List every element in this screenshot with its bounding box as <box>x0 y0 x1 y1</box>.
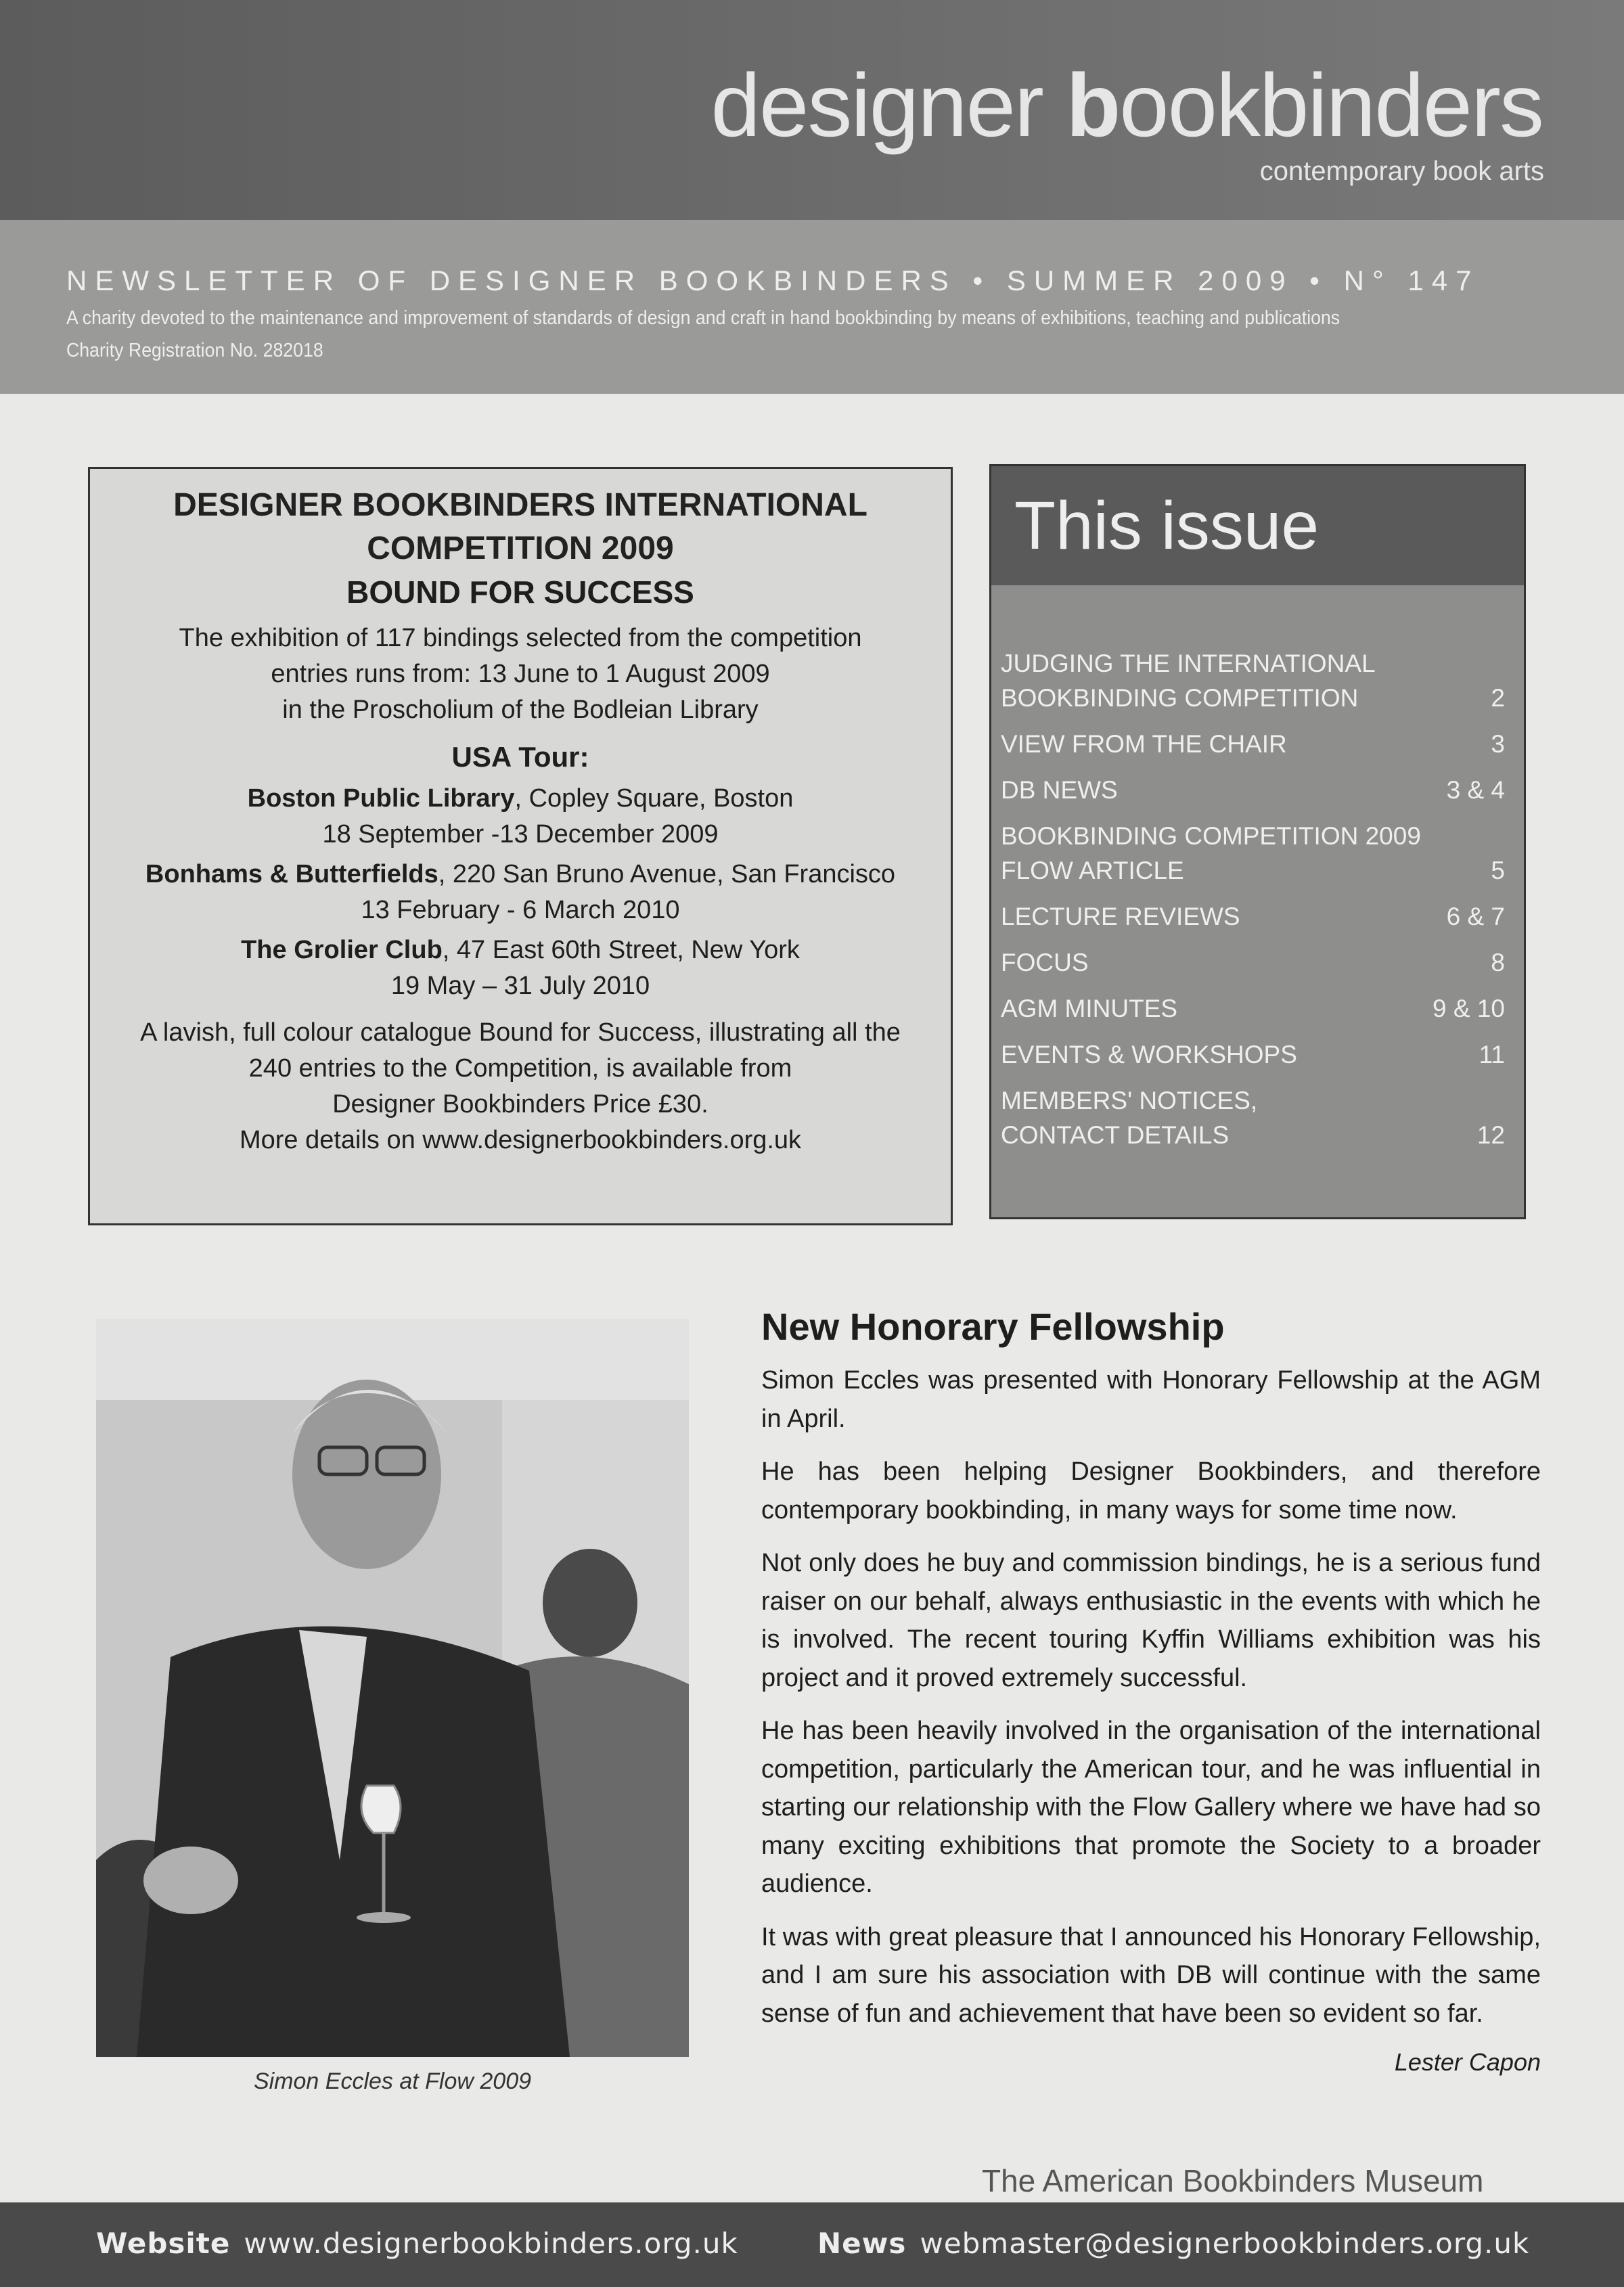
brand-logo: designer bookbinders <box>710 55 1543 155</box>
catalogue-info: A lavish, full colour catalogue Bound for Success, illustrating all the 240 entries to the Competition, is available from Designer Bookbinders Price £30. More details on www.designerbookbinders.org.uk <box>140 1018 901 1154</box>
contents-item-page: 3 <box>1491 730 1505 758</box>
exhibition-intro: The exhibition of 117 bindings selected from the competition entries runs from: 13 June to 1 August 2009 in the Proscholium of the Bodleian Library <box>179 624 862 724</box>
contents-item-page: 9 & 10 <box>1433 995 1505 1022</box>
article-signature: Lester Capon <box>1394 2048 1541 2076</box>
contents-item-page: 12 <box>1476 1121 1505 1149</box>
contents-item <box>1001 991 1505 1026</box>
contents-item-page: 6 & 7 <box>1446 903 1505 930</box>
article-paragraph: It was with great pleasure that I announced his Honorary Fellowship, and I am sure his association with DB will continue with the same sense of fun and achievement that have been so evident so far. <box>761 1922 1541 2028</box>
contents-item-title: VIEW FROM THE CHAIR <box>1001 730 1287 758</box>
photo-caption: Simon Eccles at Flow 2009 <box>253 2068 532 2094</box>
venue: Bonhams & Butterfields, 220 San Bruno Avenue, San Francisco 13 February - 6 March 2010 <box>145 860 896 924</box>
venue: Boston Public Library, Copley Square, Boston 18 September -13 December 2009 <box>247 784 794 848</box>
venue: The Grolier Club, 47 East 60th Street, New York 19 May – 31 July 2010 <box>241 936 800 1000</box>
article-title: New Honorary Fellowship <box>761 1305 1225 1348</box>
contents-item-title: EVENTS & WORKSHOPS <box>1001 1041 1297 1068</box>
contents-item <box>1001 819 1505 888</box>
competition-box <box>88 467 953 1225</box>
news-label: News <box>817 2227 907 2260</box>
newsletter-issue-line: NEWSLETTER OF DESIGNER BOOKBINDERS • SUMMER 2009 • N° 147 <box>66 265 1480 296</box>
contents-item <box>1001 1083 1505 1152</box>
contents-item-title: MEMBERS' NOTICES, CONTACT DETAILS <box>1001 1087 1258 1149</box>
contents-item-page: 2 <box>1491 684 1505 712</box>
contents-item <box>1001 773 1505 807</box>
website-link[interactable]: www.designerbookbinders.org.uk <box>244 2227 738 2260</box>
photo-simon-eccles <box>96 1319 689 2057</box>
contents-item <box>1001 945 1505 980</box>
competition-subtitle: BOUND FOR SUCCESS <box>346 574 694 610</box>
email-link[interactable]: webmaster@designerbookbinders.org.uk <box>920 2227 1530 2260</box>
contents-item-title: LECTURE REVIEWS <box>1001 903 1240 930</box>
article-paragraph: Not only does he buy and commission bindings, he is a serious fund raiser on our behalf, always enthusiastic in the events with which he is involved. The recent touring Kyffin Williams exhibition was his project and it proved extremely successful. <box>761 1549 1541 1692</box>
contents-item <box>1001 727 1505 761</box>
footer-bar <box>0 2202 1624 2287</box>
charity-statement: A charity devoted to the maintenance and improvement of standards of design and craft in hand bookbinding by means of exhibitions, teaching and publications <box>66 307 1340 329</box>
contents-item-page: 8 <box>1491 949 1505 976</box>
competition-title: DESIGNER BOOKBINDERS INTERNATIONAL COMPETITION 2009 <box>173 487 867 566</box>
usa-tour-heading: USA Tour: <box>451 741 589 773</box>
charity-registration: Charity Registration No. 282018 <box>66 340 323 361</box>
contents-item-title: DB NEWS <box>1001 776 1118 804</box>
article-paragraph: He has been helping Designer Bookbinders, and therefore contemporary bookbinding, in many ways for some time now. <box>761 1457 1541 1524</box>
contents-item-title: BOOKBINDING COMPETITION 2009 FLOW ARTICLE <box>1001 822 1421 884</box>
newsletter-band <box>0 220 1624 394</box>
museum-watermark: The American Bookbinders Museum <box>982 2163 1484 2198</box>
contents-item <box>1001 899 1505 934</box>
contents-item-page: 5 <box>1491 857 1505 884</box>
article-honorary-fellowship <box>761 1305 1541 2077</box>
contents-item-title: AGM MINUTES <box>1001 995 1178 1022</box>
contents-item-title: FOCUS <box>1001 949 1089 976</box>
article-paragraph: He has been heavily involved in the organisation of the international competition, particularly the American tour, and he was influential in starting our relationship with the Flow Gallery where we have had so many exciting exhibitions that promote the Society to a broader audience. <box>761 1717 1541 1898</box>
contents-item <box>1001 1037 1505 1072</box>
contents-item-page: 3 & 4 <box>1446 776 1505 804</box>
article-paragraph: Simon Eccles was presented with Honorary Fellowship at the AGM in April. <box>761 1366 1541 1433</box>
contents-item <box>1001 646 1505 715</box>
contents-item-title: JUDGING THE INTERNATIONAL BOOKBINDING COMPETITION <box>1001 650 1376 712</box>
this-issue-box <box>989 464 1526 1219</box>
masthead <box>0 0 1624 220</box>
contents-list <box>991 585 1524 1152</box>
tagline: contemporary book arts <box>1259 156 1544 186</box>
website-label: Website <box>96 2227 231 2260</box>
contents-item-page: 11 <box>1479 1041 1505 1068</box>
this-issue-title: This issue <box>991 466 1524 585</box>
